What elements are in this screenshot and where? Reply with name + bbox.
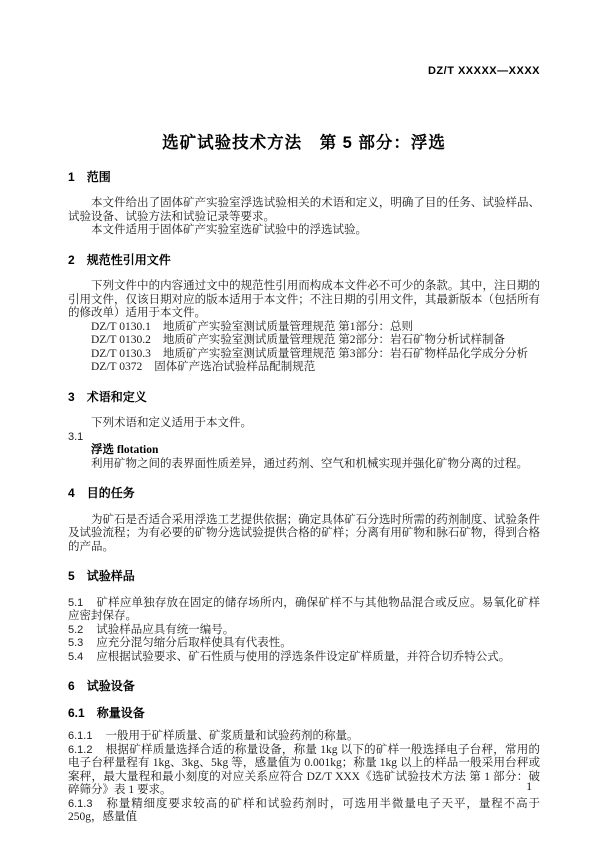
reference-item (68, 348, 540, 362)
clause-number: 5.3 (68, 637, 84, 649)
section-6-heading (68, 680, 540, 694)
reference-item (68, 321, 540, 335)
section-1-scope (68, 171, 540, 238)
section-2-label: 规范性引用文件 (86, 252, 171, 267)
clause-item (68, 624, 540, 638)
section-2-paragraph-1: 下列文件中的内容通过文中的规范性引用而构成本文件必不可少的条款。其中，注日期的引用文件，仅该日期对应的版本适用于本文件；不注日期的引用文件，其最新版本（包括所有的修改单）适用于本文件。 (68, 280, 540, 319)
section-1-paragraph-1: 本文件给出了固体矿产实验室浮选试验相关的术语和定义，明确了目的任务、试验样品、试验设备、试验方法和试验记录等要求。 (68, 197, 540, 223)
section-3-label: 术语和定义 (86, 389, 147, 404)
section-4-label: 目的任务 (86, 486, 135, 500)
reference-code: DZ/T 0130.3 (91, 347, 151, 360)
clause-text: 称量精细度要求较高的矿样和试验药剂时，可选用半微量电子天平，量程不高于 250g，感量值 (68, 797, 540, 823)
section-1-heading (68, 171, 540, 185)
clause-number: 6.1.3 (68, 797, 93, 810)
clause-item (68, 798, 540, 825)
reference-code: DZ/T 0130.1 (91, 320, 151, 333)
clause-text: 一般用于矿样质量、矿浆质量和试验药剂的称量。 (105, 730, 359, 742)
section-2-number: 2 (68, 252, 75, 267)
section-6-1-label: 称量设备 (96, 705, 145, 720)
reference-title: 地质矿产实验室测试质量管理规范 第3部分：岩石矿物样品化学成分分析 (162, 347, 528, 360)
section-4-heading (68, 487, 540, 501)
clause-text: 应根据试验要求、矿石性质与使用的浮选条件设定矿样质量，并符合切乔特公式。 (96, 650, 511, 663)
section-5-test-samples (68, 570, 540, 664)
section-4-paragraph-1: 为矿石是否适合采用浮选工艺提供依据；确定具体矿石分选时所需的药剂制度、试验条件及试验流程；为有必要的矿物分选试验提供合格的矿样；分离有用矿物和脉石矿物，得到合格的产品。 (68, 513, 540, 553)
clause-item (68, 730, 540, 744)
clause-text: 根据矿样质量选择合适的称量设备，称量 1kg 以下的矿样一般选择电子台秤，常用的电子台秤量程有 1kg、3kg、5kg 等，感量值为 0.001kg；称量 1kg 以上的样品一般采用台秤或案秤，最大量程和最小刻度的对应关系应符合 DZ/T XXX《选矿试验技术方法 第 1 部分：破碎筛分》表 1 要求。 (68, 743, 540, 796)
page-number: 1 (526, 781, 532, 793)
reference-title: 地质矿产实验室测试质量管理规范 第2部分：岩石矿物分析试样制备 (162, 334, 505, 346)
clause-text: 试验样品应具有统一编号。 (96, 623, 235, 636)
section-5-number: 5 (68, 569, 75, 583)
clause-number: 5.1 (68, 596, 84, 609)
clause-item (68, 597, 540, 624)
clause-text: 应充分混匀缩分后取样使具有代表性。 (96, 637, 292, 649)
clause-item (68, 744, 540, 798)
term-definition: 利用矿物之间的表界面性质差异，通过药剂、空气和机械实现并强化矿物分离的过程。 (91, 457, 528, 470)
clause-item (68, 651, 540, 665)
section-1-paragraph-2: 本文件适用于固体矿产实验室选矿试验中的浮选试验。 (91, 224, 367, 236)
section-5-label: 试验样品 (86, 569, 135, 583)
clause-number: 6.1.2 (68, 743, 93, 756)
section-2-normative-references (68, 254, 540, 375)
reference-item (68, 334, 540, 348)
reference-item (68, 361, 540, 375)
section-3-terms-and-definitions (68, 391, 540, 472)
section-5-heading (68, 570, 540, 584)
section-1-label: 范围 (86, 169, 111, 184)
section-6-number: 6 (68, 679, 75, 693)
term-name: 浮选 flotation (91, 444, 159, 456)
term-number: 3.1 (68, 430, 84, 443)
section-3-paragraph-1: 下列术语和定义适用于本文件。 (91, 417, 252, 429)
clause-number: 6.1.1 (68, 730, 93, 742)
reference-title: 固体矿产选冶试验样品配制规范 (154, 361, 316, 373)
section-6-1-number: 6.1 (68, 705, 85, 720)
reference-title: 地质矿产实验室测试质量管理规范 第1部分：总则 (162, 320, 413, 333)
section-2-heading (68, 254, 540, 268)
clause-text: 矿样应单独存放在固定的储存场所内，确保矿样不与其他物品混合或反应。易氧化矿样应密封保存。 (68, 596, 540, 622)
section-4-purpose (68, 487, 540, 554)
clause-number: 5.4 (68, 650, 84, 663)
section-3-heading (68, 391, 540, 405)
doc-code-header: DZ/T XXXXX—XXXX (427, 65, 540, 77)
section-3-number: 3 (68, 389, 75, 404)
reference-code: DZ/T 0372 (91, 361, 143, 373)
doc-title: 选矿试验技术方法 第 5 部分：浮选 (162, 133, 446, 152)
section-6-test-equipment (68, 680, 540, 825)
reference-code: DZ/T 0130.2 (91, 334, 151, 346)
clause-number: 5.2 (68, 623, 84, 636)
clause-item (68, 637, 540, 651)
section-1-number: 1 (68, 169, 75, 184)
section-6-label: 试验设备 (86, 679, 135, 693)
section-4-number: 4 (68, 486, 75, 500)
section-6-1-heading (68, 707, 540, 721)
